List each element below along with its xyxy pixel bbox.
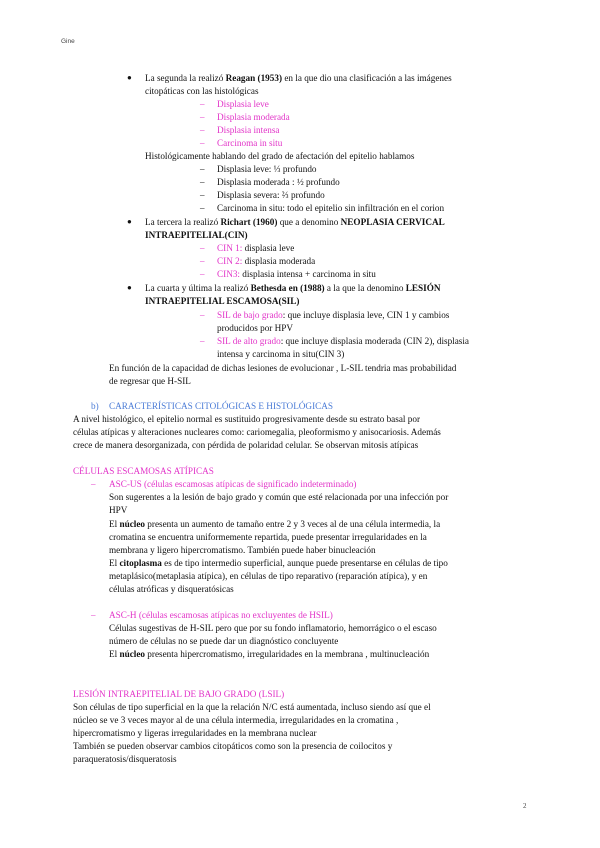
- dash-icon: –: [200, 164, 205, 174]
- lsil-heading: LESIÓN INTRAEPITELIAL DE BAJO GRADO (LSIL): [73, 689, 285, 699]
- section-b-label: b): [91, 401, 99, 411]
- ascus-line: Son sugerentes a la lesión de bajo grado y común que esté relacionada por una infección por: [109, 492, 449, 502]
- pink-list-item: Displasia intensa: [217, 125, 280, 135]
- richart-line-2: INTRAEPITELIAL(CIN): [145, 230, 248, 240]
- lsil-line: hipercromatismo y ligeras irregularidades en la membrana nuclear: [73, 728, 317, 738]
- bullet-icon: ●: [127, 217, 132, 226]
- dash-icon: –: [200, 269, 205, 279]
- paragraph-line: crece de manera desorganizada, con pérdida de polaridad celular. Se observan mitosis atípicas: [73, 440, 419, 450]
- nucleo-line-2: cromatina se encuentra uniformemente repartida, puede presentar irregularidades en la: [109, 532, 427, 542]
- lsil-line: También se pueden observar cambios citopáticos como son la presencia de coilocitos y: [73, 741, 393, 751]
- sil-low-line-1: SIL de bajo grado: que incluye displasia leve, CIN 1 y cambios: [217, 310, 450, 320]
- ascus-title: ASC-US (células escamosas atípicas de significado indeterminado): [109, 479, 357, 489]
- reagan-line-2: citopáticas con las histológicas: [145, 86, 259, 96]
- pink-list-item: Displasia leve: [217, 99, 269, 109]
- sil-evolution-line-1: En función de la capacidad de dichas lesiones de evolucionar , L-SIL tendria mas probabilidad: [109, 363, 457, 373]
- dash-icon: –: [91, 479, 96, 489]
- dash-icon: –: [200, 177, 205, 187]
- cea-heading: CÉLULAS ESCAMOSAS ATÍPICAS: [73, 466, 214, 476]
- bullet-icon: ●: [127, 283, 132, 292]
- asch-line: número de células no se puede dar un diagnóstico concluyente: [109, 636, 339, 646]
- asch-nucleo-line: El núcleo presenta hipercromatismo, irregularidades en la membrana , multinucleación: [109, 649, 430, 659]
- citoplasma-line-3: células atróficas y disqueratósicas: [109, 584, 234, 594]
- dash-icon: –: [200, 99, 205, 109]
- dash-icon: –: [200, 256, 205, 266]
- dash-icon: –: [91, 610, 96, 620]
- asch-title: ASC-H (células escamosas atípicas no excluyentes de HSIL): [109, 610, 333, 620]
- pink-list-item: Displasia moderada: [217, 112, 290, 122]
- pink-list-item: Carcinoma in situ: [217, 138, 283, 148]
- dash-icon: –: [200, 138, 205, 148]
- nucleo-line-1: El núcleo presenta un aumento de tamaño entre 2 y 3 veces al de una célula intermedia, la: [109, 519, 441, 529]
- bullet-icon: ●: [127, 73, 132, 82]
- sil-low-line-2: producidos por HPV: [217, 323, 294, 333]
- lsil-line: Son células de tipo superficial en la que la relación N/C está aumentada, incluso siendo así que el: [73, 702, 431, 712]
- dash-icon: –: [200, 203, 205, 213]
- bethesda-line-2: INTRAEPITELIAL ESCAMOSA(SIL): [145, 296, 300, 306]
- histology-intro: Histológicamente hablando del grado de afectación del epitelio hablamos: [145, 151, 415, 161]
- page-header: Gine: [61, 38, 75, 45]
- section-b-title: CARACTERÍSTICAS CITOLÓGICAS E HISTOLÓGICAS: [109, 401, 334, 411]
- cin-item: CIN 2: displasia moderada: [217, 256, 316, 266]
- lsil-line: núcleo se ve 3 veces mayor al de una célula intermedia, irregularidades en la cromatina ,: [73, 715, 399, 725]
- dash-icon: –: [200, 112, 205, 122]
- dash-icon: –: [200, 190, 205, 200]
- list-item: Displasia moderada : ½ profundo: [217, 177, 340, 187]
- nucleo-line-3: membrana y ligero hipercromatismo. También puede haber binucleación: [109, 545, 376, 555]
- citoplasma-line-1: El citoplasma es de tipo intermedio superficial, aunque puede presentarse en células de tipo: [109, 558, 448, 568]
- cin-item: CIN3: displasia intensa + carcinoma in situ: [217, 269, 376, 279]
- dash-icon: –: [200, 336, 205, 346]
- paragraph-line: células atípicas y alteraciones nucleares como: cariomegalia, pleoformismo y anisocariosis. Además: [73, 427, 441, 437]
- dash-icon: –: [200, 310, 205, 320]
- richart-line-1: La tercera la realizó Richart (1960) que a denomino NEOPLASIA CERVICAL: [145, 217, 445, 227]
- dash-icon: –: [200, 125, 205, 135]
- sil-high-line-2: intensa y carcinoma in situ(CIN 3): [217, 349, 345, 359]
- ascus-line: HPV: [109, 505, 128, 515]
- cin-item: CIN 1: displasia leve: [217, 243, 295, 253]
- paragraph-line: A nivel histológico, el epitelio normal es sustituido progresivamente desde su estrato basal por: [73, 414, 421, 424]
- asch-line: Células sugestivas de H-SIL pero que por su fondo inflamatorio, hemorrágico o el escaso: [109, 623, 437, 633]
- list-item: Displasia leve: ⅓ profundo: [217, 164, 317, 174]
- lsil-line: paraqueratosis/disqueratosis: [73, 754, 177, 764]
- bethesda-line-1: La cuarta y última la realizó Bethesda en (1988) a la que la denomino LESIÓN: [145, 283, 441, 293]
- list-item: Displasia severa: ⅔ profundo: [217, 190, 325, 200]
- list-item: Carcinoma in situ: todo el epitelio sin infiltración en el corion: [217, 203, 445, 213]
- page-number: 2: [523, 802, 527, 810]
- sil-evolution-line-2: de regresar que H-SIL: [109, 376, 191, 386]
- reagan-line-1: La segunda la realizó Reagan (1953) en la que dio una clasificación a las imágenes: [145, 73, 452, 83]
- sil-high-line-1: SIL de alto grado: que incluye displasia moderada (CIN 2), displasia: [217, 336, 469, 346]
- dash-icon: –: [200, 243, 205, 253]
- citoplasma-line-2: metaplásico(metaplasia atípica), en células de tipo reparativo (reparación atípica), y en: [109, 571, 428, 581]
